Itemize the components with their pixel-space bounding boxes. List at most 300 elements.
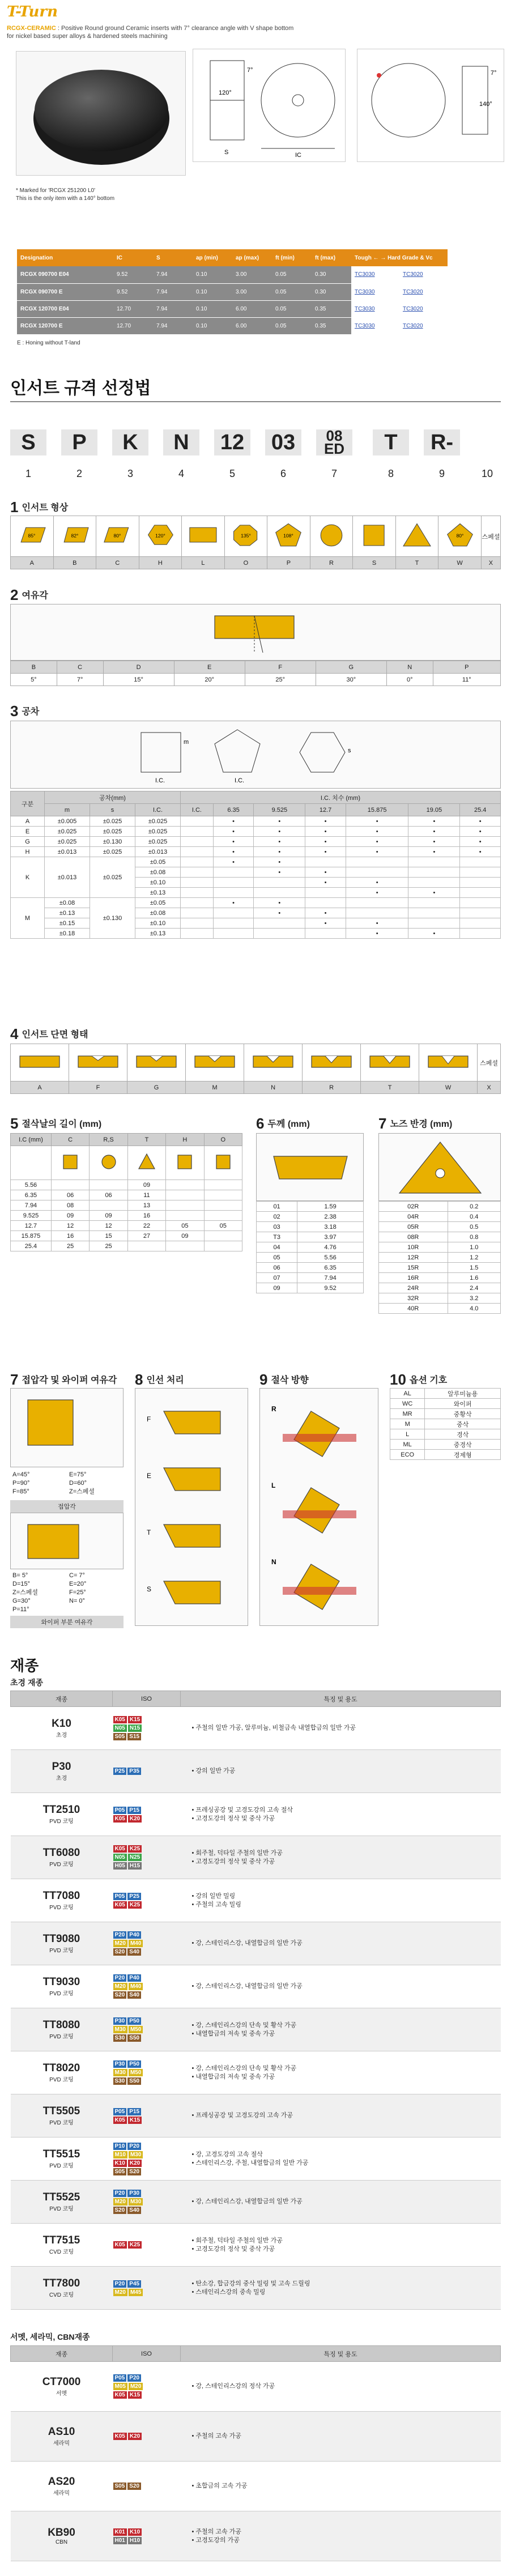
svg-text:m: m	[184, 739, 189, 746]
iso-badge: P50	[127, 2017, 141, 2025]
grade-link[interactable]: TC3020	[399, 266, 448, 283]
section-shape-cell	[244, 1044, 303, 1082]
iso-badge: N05	[113, 1725, 127, 1732]
iso-badge: S20	[113, 1948, 127, 1956]
edge-length-row: 15.875 16 15 27 09	[11, 1231, 242, 1241]
clearance-value: 30°	[316, 674, 386, 686]
grade-row	[11, 1922, 501, 1965]
edge-prep-letter: F	[147, 1415, 151, 1423]
grade-type: 서멧	[56, 2391, 67, 2397]
shape-letter: P	[267, 557, 310, 569]
designation-table	[17, 249, 448, 335]
product-header	[0, 0, 511, 238]
iso-badge: K20	[128, 1815, 142, 1823]
svg-text:IC: IC	[295, 152, 301, 159]
grade-type: CVD 코팅	[49, 2292, 74, 2298]
s9-diagram	[259, 1388, 378, 1626]
svg-text:82°: 82°	[71, 533, 79, 539]
section-letter: G	[127, 1082, 186, 1094]
grade-feature: • 회주철, 덕타일 주철의 일반 가공	[192, 1849, 501, 1858]
iso-badge: K01	[113, 2528, 127, 2536]
designation-cell: 0.10	[193, 300, 232, 317]
grade-feature: • 주철의 고속 밀링	[192, 1901, 501, 1909]
iso-badge: M20	[113, 2198, 127, 2205]
grade-row	[11, 2051, 501, 2094]
grade-row	[11, 2362, 501, 2412]
spec-code-number: 6	[280, 468, 286, 479]
iso-badge: S20	[113, 1991, 127, 1999]
grade-feature: • 고경도강의 정삭 및 중삭 가공	[192, 1815, 501, 1823]
grade-feature: • 강, 스테인리스강, 내열합금의 일반 가공	[192, 1982, 501, 1991]
clearance-value: 11°	[433, 674, 500, 686]
iso-badge: S50	[127, 2077, 141, 2085]
section-letter: A	[11, 1082, 69, 1094]
iso-badge: M30	[113, 2069, 127, 2076]
grade-feature: • 고경도강의 정삭 및 중삭 가공	[192, 2245, 501, 2254]
designation-row	[17, 266, 448, 283]
shape-letter: L	[182, 557, 225, 569]
svg-text:I.C.: I.C.	[155, 777, 165, 784]
iso-badge: S20	[113, 2207, 127, 2214]
designation-cell: 0.35	[312, 317, 351, 334]
designation-cell: 0.10	[193, 266, 232, 283]
shape-letter: H	[139, 557, 182, 569]
designation-cell: 6.00	[232, 317, 272, 334]
spec-code-number: 1	[25, 468, 31, 479]
section-shape-cell	[11, 1044, 69, 1082]
grade-link[interactable]: TC3030	[351, 317, 399, 334]
s6-title: 6 두께 (mm)	[256, 1115, 310, 1132]
designation-row	[17, 300, 448, 317]
iso-badge: P20	[127, 2374, 141, 2382]
designation-cell: 7.94	[153, 283, 193, 300]
clearance-letter: D	[103, 661, 174, 674]
spec-code-number: 9	[438, 468, 445, 479]
insert-photo	[16, 51, 186, 176]
grade-row	[11, 1836, 501, 1879]
grade-feature: • 회주철, 덕타일 주철의 일반 가공	[192, 2237, 501, 2245]
product-subtitle: RCGX-CERAMIC : Positive Round ground Ceramic inserts with 7° clearance angle with V shape bottom	[7, 25, 294, 32]
shape-cell	[224, 516, 267, 557]
value-row: 06 6.35	[257, 1263, 364, 1273]
s8-title: 8 인선 처리	[135, 1371, 184, 1388]
grade-type: 초경	[56, 1732, 67, 1739]
iso-badge: P10	[113, 2143, 127, 2150]
shape-letter: A	[11, 557, 54, 569]
s6-diagram	[256, 1133, 364, 1201]
iso-badge: M45	[129, 2289, 143, 2296]
s7-title: 7 노즈 반경 (mm)	[378, 1115, 453, 1132]
tolerance-row-m: M ±0.08 ±0.130 ±0.05 • •	[11, 898, 501, 908]
clearance-value: 5°	[11, 674, 57, 686]
clearance-value: 15°	[103, 674, 174, 686]
iso-badge: K15	[128, 2391, 142, 2399]
s4-section-table	[10, 1044, 501, 1094]
shape-cell	[353, 516, 396, 557]
grade-feature: • 강, 스테인리스강의 정삭 가공	[192, 2382, 501, 2391]
s5-edge-length-table: I.C (mm) C R,S T H O 5.56 09 6.35 06 06 11 7.94 08 13 9.525 09 09 16 12.7 12 12 22 05 05 15.875 16 15 27 09 25.4 25 25	[10, 1133, 242, 1251]
s7b-diagram-1	[10, 1388, 124, 1467]
grade-row	[11, 2267, 501, 2310]
ceramic-title: 서멧, 세라믹, CBN재종	[10, 2332, 90, 2341]
iso-badge: K05	[113, 1815, 127, 1823]
value-row: 05 5.56	[257, 1253, 364, 1263]
iso-badge: N05	[113, 1854, 127, 1861]
grade-feature: • 강, 스테인리스강, 내열합금의 일반 가공	[192, 1939, 501, 1948]
iso-badge: P30	[127, 2190, 141, 2197]
grade-row	[11, 1793, 501, 1836]
edge-prep-letter: S	[147, 1585, 152, 1593]
grade-type: 초경	[56, 1775, 67, 1782]
section-shape-cell	[361, 1044, 419, 1082]
value-row: 32R 3.2	[379, 1293, 501, 1304]
insert-drawing-variant	[357, 49, 504, 162]
clearance-letter: G	[316, 661, 386, 674]
grade-feature: • 초합금의 고속 가공	[192, 2482, 501, 2490]
iso-badge: P50	[127, 2060, 141, 2068]
value-row: 09 9.52	[257, 1283, 364, 1293]
grade-type: CVD 코팅	[49, 2249, 74, 2255]
iso-badge: S30	[113, 2034, 127, 2042]
clearance-letter: F	[245, 661, 316, 674]
iso-badge: S05	[113, 2168, 127, 2175]
clearance-value: 20°	[174, 674, 245, 686]
value-row: 40R 4.0	[379, 1304, 501, 1314]
grade-type: PVD 코팅	[49, 1991, 74, 1997]
grade-type: CBN	[55, 2539, 68, 2545]
section-letter: X	[478, 1082, 501, 1094]
svg-text:120°: 120°	[219, 90, 232, 96]
grade-link[interactable]: TC3020	[399, 283, 448, 300]
s2-diagram	[10, 604, 501, 661]
spec-code-box: S	[10, 429, 46, 455]
iso-badge: M50	[129, 2026, 143, 2033]
iso-badge: K10	[113, 2160, 127, 2167]
grade-feature: • 강, 스테인리스강, 내열합금의 일반 가공	[192, 2198, 501, 2206]
grade-row	[11, 1707, 501, 1750]
drawing-note: * Marked for 'RCGX 251200 L0' This is the only item with a 140° bottom	[16, 188, 115, 202]
iso-badge: K05	[113, 2433, 127, 2440]
designation-row	[17, 283, 448, 300]
iso-badge: P25	[127, 1893, 141, 1900]
svg-text:7°: 7°	[247, 67, 253, 74]
grade-link[interactable]: TC3020	[399, 317, 448, 334]
tolerance-row-m: ±0.13 ±0.08 • •	[11, 908, 501, 918]
grade-feature: • 탄소강, 합금강의 중삭 밀링 및 고속 드릴링	[192, 2280, 501, 2288]
shape-letter: X	[481, 557, 500, 569]
iso-badge: M20	[113, 2289, 127, 2296]
material-title: 재종	[10, 1657, 39, 1674]
value-row: 02R 0.2	[379, 1202, 501, 1212]
tolerance-row-k: ±0.10 • •	[11, 878, 501, 888]
tolerance-row-k: ±0.08 • •	[11, 867, 501, 878]
grade-feature: • 강, 고경도강의 고속 절삭	[192, 2151, 501, 2159]
svg-text:s: s	[348, 747, 351, 754]
s1-shape-table	[10, 516, 501, 569]
grade-feature: • 주철의 고속 가공	[192, 2432, 501, 2441]
svg-text:S: S	[224, 149, 229, 156]
designation-cell: 0.30	[312, 266, 351, 283]
iso-badge: P05	[113, 2374, 127, 2382]
s10-title: 10 옵션 기호	[390, 1371, 448, 1388]
shape-cell	[139, 516, 182, 557]
s8-diagram	[135, 1388, 248, 1626]
iso-badge: K25	[128, 2241, 142, 2249]
iso-badge: M30	[113, 2026, 127, 2033]
clearance-letter: E	[174, 661, 245, 674]
shape-letter: C	[96, 557, 139, 569]
grade-feature: • 고경도강의 가공	[192, 2536, 501, 2545]
s7b-diagram-2	[10, 1513, 124, 1569]
svg-text:108°: 108°	[283, 533, 294, 539]
grade-feature: • 프레싱공강 및 고경도강의 고속 가공	[192, 2111, 501, 2120]
designation-cell: RCGX 090700 E04	[17, 266, 113, 283]
clearance-value: 25°	[245, 674, 316, 686]
grade-name: K10	[52, 1718, 71, 1730]
shape-letter: B	[53, 557, 96, 569]
iso-badge: P40	[127, 1974, 141, 1982]
iso-badge: M30	[129, 2151, 143, 2158]
iso-badge: P05	[113, 1807, 127, 1814]
iso-badge: P20	[113, 1974, 127, 1982]
spec-code-number: 7	[331, 468, 337, 479]
designation-cell: 7.94	[153, 300, 193, 317]
grade-type: PVD 코팅	[49, 1819, 74, 1825]
iso-badge: M20	[129, 2383, 143, 2390]
grade-feature: • 주철의 고속 가공	[192, 2528, 501, 2536]
clearance-letter: P	[433, 661, 500, 674]
iso-badge: K25	[128, 1901, 142, 1909]
grade-name: TT9030	[42, 1976, 80, 1988]
grade-feature: • 강의 일반 가공	[192, 1767, 501, 1775]
grade-link[interactable]: TC3030	[351, 283, 399, 300]
designation-cell: 3.00	[232, 266, 272, 283]
edge-length-row: 9.525 09 09 16	[11, 1211, 242, 1221]
iso-badge: P15	[127, 1807, 141, 1814]
grade-row	[11, 2511, 501, 2561]
iso-badge: H15	[128, 1862, 142, 1870]
iso-badge: P40	[127, 1931, 141, 1939]
cut-direction-letter: R	[271, 1405, 276, 1413]
iso-badge: P20	[127, 2143, 141, 2150]
grade-name: TT7800	[42, 2277, 80, 2289]
spec-code-number: 2	[76, 468, 82, 479]
shape-letter: W	[438, 557, 482, 569]
s3-title: 3 공차	[10, 702, 40, 719]
value-row: 05R 0.5	[379, 1222, 501, 1232]
tolerance-row: H ±0.013 ±0.025 ±0.013 • • • • • •	[11, 847, 501, 857]
edge-length-row: 5.56 09	[11, 1180, 242, 1190]
s1-title: 1 인서트 형상	[10, 499, 69, 516]
grade-row	[11, 2008, 501, 2051]
grade-type: 세라믹	[53, 2441, 70, 2447]
grade-feature: • 프레싱공강 및 고경도강의 고속 절삭	[192, 1806, 501, 1815]
iso-badge: P05	[113, 2108, 127, 2115]
designation-cell: 12.70	[113, 317, 153, 334]
iso-badge: K05	[113, 2391, 127, 2399]
s7b-title: 7 접압각 및 와이퍼 여유각	[10, 1371, 117, 1388]
grade-row	[11, 1965, 501, 2008]
shape-cell	[53, 516, 96, 557]
grade-row	[11, 2138, 501, 2181]
grade-name: TT9080	[42, 1933, 80, 1945]
clearance-letter: N	[386, 661, 433, 674]
iso-badge: P20	[113, 2190, 127, 2197]
section-letter: W	[419, 1082, 478, 1094]
s10-option-table	[390, 1388, 501, 1460]
tolerance-row: A ±0.005 ±0.025 ±0.025 • • • • • •	[11, 816, 501, 827]
grade-feature: • 고경도강의 정삭 및 중삭 가공	[192, 1858, 501, 1866]
s7b-sub2: 와이퍼 부분 여유각	[10, 1616, 124, 1628]
iso-badge: H10	[128, 2537, 142, 2544]
grade-link[interactable]: TC3020	[399, 300, 448, 317]
grade-name: P30	[52, 1761, 71, 1773]
grade-type: PVD 코팅	[49, 1948, 74, 1954]
tolerance-row-m: ±0.18 ±0.13 • •	[11, 929, 501, 939]
grade-type: PVD 코팅	[49, 2120, 74, 2126]
shape-letter: S	[353, 557, 396, 569]
iso-badge: K05	[113, 1901, 127, 1909]
iso-badge: S50	[127, 2034, 141, 2042]
grade-row	[11, 2094, 501, 2138]
grade-feature: • 스테인리스강, 주철, 내열합금의 일반 가공	[192, 2159, 501, 2168]
grade-name: TT5515	[42, 2148, 80, 2160]
grade-name: AS20	[48, 2476, 75, 2488]
designation-cell: 3.00	[232, 283, 272, 300]
grade-feature: • 강, 스테인리스강의 단속 및 황삭 가공	[192, 2064, 501, 2073]
value-row: ECO 경제형	[390, 1450, 501, 1460]
cut-direction-letter: L	[271, 1481, 276, 1489]
value-row: 04 4.76	[257, 1242, 364, 1253]
ceramic-grade-table: 재종 ISO 특징 및 용도 CT7000 서멧 P05 P20 M05 M20 K05 K15 • 강, 스테인리스강의 정삭 가공 AS10 세라믹 K05 K20 • 주철의 고속 가공 AS20 세라믹 S05 S20 • 초합금의 고속 가공 KB90 CBN K01 K10 H01 H10 • 주철의 고속 가공 • 고경도강의 가공	[10, 2345, 501, 2561]
grade-name: TT2510	[42, 1804, 80, 1816]
iso-badge: M20	[113, 1983, 127, 1990]
designation-row	[17, 317, 448, 334]
svg-text:120°: 120°	[155, 533, 165, 539]
iso-badge: S20	[127, 2483, 141, 2490]
iso-badge: S20	[127, 2168, 141, 2175]
designation-cell: 0.05	[272, 300, 312, 317]
shape-cell	[267, 516, 310, 557]
iso-badge: K05	[113, 2117, 127, 2124]
value-row: 24R 2.4	[379, 1283, 501, 1293]
spec-code-box: K	[112, 429, 148, 455]
shape-letter: O	[224, 557, 267, 569]
section-letter: R	[303, 1082, 361, 1094]
product-subtitle-2: for nickel based super alloys & hardened steels machining	[7, 33, 168, 40]
section-shape-cell	[69, 1044, 127, 1082]
designation-cell: 0.05	[272, 317, 312, 334]
section-letter: N	[244, 1082, 303, 1094]
spec-code-row	[10, 419, 501, 482]
tolerance-row: E ±0.025 ±0.025 ±0.025 • • • • • •	[11, 827, 501, 837]
value-row: T3 3.97	[257, 1232, 364, 1242]
value-row: 02 2.38	[257, 1212, 364, 1222]
edge-length-row: 25.4 25 25	[11, 1241, 242, 1251]
iso-badge: S05	[113, 2483, 127, 2490]
value-row: 03 3.18	[257, 1222, 364, 1232]
section-shape-cell	[127, 1044, 186, 1082]
iso-badge: P35	[127, 1768, 141, 1775]
iso-badge: M10	[113, 2151, 127, 2158]
edge-length-row: 6.35 06 06 11	[11, 1190, 242, 1200]
value-row: M 중삭	[390, 1419, 501, 1429]
iso-badge: N15	[128, 1725, 142, 1732]
s4-title: 4 인서트 단면 형태	[10, 1025, 88, 1042]
iso-badge: P30	[113, 2060, 127, 2068]
grade-type: 세라믹	[53, 2490, 70, 2497]
spec-code-box: 03	[265, 429, 301, 455]
shape-cell	[310, 516, 353, 557]
designation-cell: RCGX 120700 E04	[17, 300, 113, 317]
grade-row	[11, 2462, 501, 2511]
section-shape-cell	[419, 1044, 478, 1082]
iso-badge: P45	[127, 2280, 141, 2288]
grade-type: PVD 코팅	[49, 2206, 74, 2212]
iso-badge: S15	[127, 1733, 141, 1740]
s7b-sub1: 접압각	[10, 1500, 124, 1513]
iso-badge: S30	[113, 2077, 127, 2085]
designation-cell: 7.94	[153, 266, 193, 283]
iso-badge: K05	[113, 1716, 127, 1723]
grade-link[interactable]: TC3030	[351, 300, 399, 317]
shape-cell	[395, 516, 438, 557]
value-row: WC 와이퍼	[390, 1399, 501, 1409]
iso-badge: K15	[128, 2117, 142, 2124]
special-shape-label: 스페셜	[482, 533, 500, 540]
s9-title: 9 절삭 방향	[259, 1371, 309, 1388]
grade-table: 재종 ISO 특징 및 용도 K10 초경 K05 K15 N05 N15 S05 S15 • 주철의 일반 가공, 알루미늄, 비철금속 내열합금의 일반 가공 P30 초경 P25 P35 • 강의 일반 가공 TT2510 PVD 코팅 P05 P15 K05 K20 • 프레싱공강 및 고경도강의 고속 절삭 • 고경도강의 정삭 및 중삭 가공 TT6080 PVD 코팅 K05 K25 N05 N25 H05 H15 • 회주철, 덕타일 주철의 일반 가공 • 고경도강의 정삭 및 중삭 가공 TT7080 PVD 코팅 P05 P25 K05 K25 • 강의 일반 밀링 • 주철의 고속 밀링 TT9080 PVD 코팅 P20 P40 M20 M40 S20 S40 • 강, 스테인리스강, 내열합금의 일반 가공 TT9030 PVD 코팅 P20 P40 M20 M40 S20 S40 • 강, 스테인리스강, 내열합금의 일반 가공 TT8080 PVD 코팅 P30 P50 M30 M50 S30 S50 • 강, 스테인리스강의 단속 및 황삭 가공 • 내열합금의 저속 및 중속 가공 TT8020 PVD 코팅 P30 P50 M30 M50 S30 S50 • 강, 스테인리스강의 단속 및 황삭 가공 • 내열합금의 저속 및 중속 가공 TT5505 PVD 코팅 P05 P15 K05 K15 • 프레싱공강 및 고경도강의 고속 가공 TT5515 PVD 코팅 P10 P20 M10 M30 K10 K20 S05 S20 • 강, 고경도강의 고속 절삭 • 스테인리스강, 주철, 내열합금의 일반 가공 TT5525 PVD 코팅 P20 P30 M20 M30 S20 S40 • 강, 스테인리스강, 내열합금의 일반 가공 TT7515 CVD 코팅 K05 K25 • 회주철, 덕타일 주철의 일반 가공 • 고경도강의 정삭 및 중삭 가공 TT7800 CVD 코팅 P20 P45 M20 M45 • 탄소강, 합금강의 중삭 밀링 및 고속 드릴링 • 스테인리스강의 중속 밀링	[10, 1691, 501, 2310]
insert-drawing-side	[193, 49, 346, 162]
designation-cell: 9.52	[113, 266, 153, 283]
iso-badge: P15	[127, 2108, 141, 2115]
spec-code-box: R-	[424, 429, 460, 455]
spec-code-box: 08 ED	[316, 429, 352, 455]
iso-badge: N25	[128, 1854, 142, 1861]
clearance-letter: B	[11, 661, 57, 674]
svg-text:7°: 7°	[491, 70, 497, 76]
iso-badge: M40	[129, 1940, 143, 1947]
s7-nose-radius-table	[378, 1201, 501, 1314]
grade-link[interactable]: TC3030	[351, 266, 399, 283]
section-shape-cell	[186, 1044, 244, 1082]
shape-letter: R	[310, 557, 353, 569]
special-section-label: 스페셜	[480, 1059, 498, 1067]
s7b-angle-list: A=45° E=75° P=90° D=60° F=85° Z=스페셜	[12, 1471, 95, 1495]
spec-code-number: 8	[387, 468, 394, 479]
value-row: L 경삭	[390, 1429, 501, 1440]
spec-title: 인서트 규격 선정법	[10, 379, 151, 398]
grade-type: PVD 코팅	[49, 2163, 74, 2169]
spec-code-number: 3	[127, 468, 133, 479]
iso-badge: M30	[129, 2198, 143, 2205]
svg-text:I.C.: I.C.	[235, 777, 245, 784]
material-subtitle: 초경 재종	[10, 1678, 43, 1687]
iso-badge: P20	[113, 1931, 127, 1939]
s6-thickness-table	[256, 1201, 364, 1293]
tolerance-row-k: K ±0.013 ±0.025 ±0.05 • •	[11, 857, 501, 867]
s7b-wiper-list: B= 5° C= 7° D=15° E=20° Z=스페셜 F=25° G=30° N= 0° P=11°	[12, 1572, 87, 1613]
svg-text:140°: 140°	[479, 101, 492, 108]
grade-type: PVD 코팅	[49, 2077, 74, 2083]
grade-type: PVD 코팅	[49, 1862, 74, 1868]
grade-type: PVD 코팅	[49, 2034, 74, 2040]
iso-badge: S40	[127, 2207, 141, 2214]
iso-badge: M05	[113, 2383, 127, 2390]
iso-badge: M40	[129, 1983, 143, 1990]
value-row: 10R 1.0	[379, 1242, 501, 1253]
value-row: AL 알루미늄용	[390, 1389, 501, 1399]
